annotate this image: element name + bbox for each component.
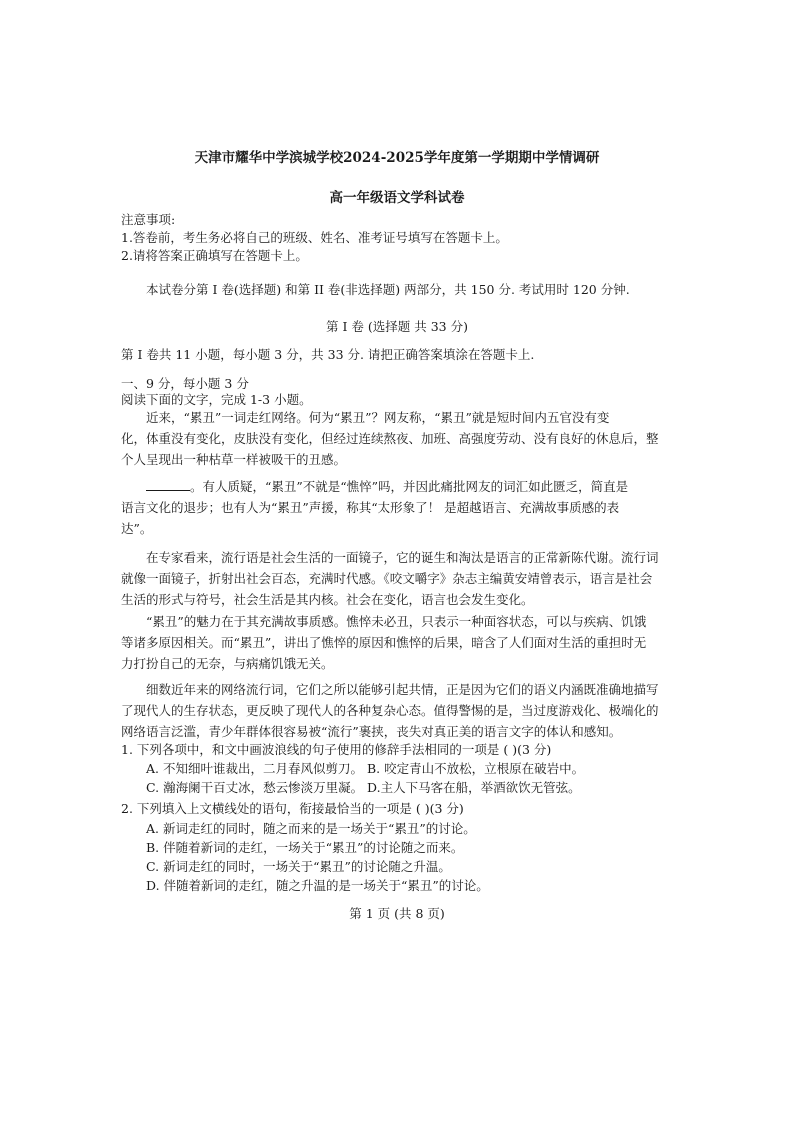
passage-line: 生活的形式与符号，社会生活是其内核。社会在变化，语言也会发生变化。	[121, 592, 534, 607]
reading-instruction: 阅读下面的文字，完成 1-3 小题。	[121, 392, 312, 407]
question-option: C. 新词走红的同时，一场关于“累丑”的讨论随之升温。	[146, 859, 451, 874]
passage-line: 等诸多原因相关。而“累丑”，讲出了憔悴的原因和憔悴的后果，暗含了人们面对生活的重担时无	[121, 635, 647, 650]
exam-subtitle: 高一年级语文学科试卷	[329, 190, 465, 206]
passage-line: 个人呈现出一种枯草一样被吸干的丑感。	[121, 452, 347, 467]
question-stem: 1. 下列各项中，和文中画波浪线的句子使用的修辞手法相同的一项是 ( )(3 分)	[121, 742, 552, 757]
passage-line: 化，体重没有变化，皮肤没有变化，但经过连续熬夜、加班、高强度劳动、没有良好的休息后，整	[121, 431, 659, 446]
passage-line: 细数近年来的网络流行词，它们之所以能够引起共情，正是因为它们的语义内涵既准确地描写	[146, 682, 659, 697]
question-stem: 2. 下列填入上文横线处的语句，衔接最恰当的一项是 ( )(3 分)	[121, 801, 464, 816]
exam-title: 天津市耀华中学滨城学校2024-2025学年度第一学期期中学情调研	[194, 150, 600, 166]
passage-line: 语言文化的退步；也有人为“累丑”声援，称其“太形象了！ 是超越语言、充满故事质感的表	[121, 500, 620, 515]
passage-line: 网络语言泛滥，青少年群体很容易被“流行”裹挟，丧失对真正美的语言文字的体认和感知。	[121, 724, 622, 739]
exam-intro: 本试卷分第 I 卷(选择题) 和第 II 卷(非选择题) 两部分，共 150 分. 考试用时 120 分钟.	[146, 282, 630, 297]
section-title: 第 I 卷 (选择题 共 33 分)	[326, 319, 468, 334]
question-option: A. 新词走红的同时，随之而来的是一场关于“累丑”的讨论。	[146, 821, 476, 836]
answer-blank	[146, 478, 190, 491]
page-number: 第 1 页 (共 8 页)	[349, 906, 445, 921]
notice-item: 2.请将答案正确填写在答题卡上。	[121, 248, 308, 263]
passage-line: 就像一面镜子，折射出社会百态，充满时代感。《咬文嚼字》杂志主编黄安靖曾表示，语言是社会	[121, 571, 653, 586]
passage-line: 。有人质疑，“累丑”不就是“憔悴”吗，并因此痛批网友的词汇如此匮乏，简直是	[146, 478, 628, 496]
passage-line: 近来，“累丑”一词走红网络。何为“累丑”？网友称，“累丑”就是短时间内五官没有变	[146, 410, 610, 425]
passage-line: 力打扮自己的无奈，与病痛饥饿无关。	[121, 656, 334, 671]
passage-line: “累丑”的魅力在于其充满故事质感。憔悴未必丑，只表示一种面容状态，可以与疾病、饥饿	[146, 614, 647, 629]
passage-line: 了现代人的生存状态，更反映了现代人的各种复杂心态。值得警惕的是，当过度游戏化、极端化的	[121, 703, 659, 718]
passage-line: 达”。	[121, 521, 153, 536]
question-option: D. 伴随着新词的走红，随之升温的是一场关于“累丑”的讨论。	[146, 878, 489, 893]
notice-heading: 注意事项:	[121, 212, 176, 227]
section-description: 第 I 卷共 11 小题，每小题 3 分，共 33 分. 请把正确答案填涂在答题卡上.	[121, 347, 535, 362]
question-options: A. 不知细叶谁裁出，二月春风似剪刀。 B. 咬定青山不放松，立根原在破岩中。	[146, 761, 585, 776]
part-heading: 一、9 分，每小题 3 分	[121, 376, 249, 391]
question-options: C. 瀚海阑干百丈冰，愁云惨淡万里凝。 D.主人下马客在船，举酒欲饮无管弦。	[146, 780, 581, 795]
question-option: B. 伴随着新词的走红，一场关于“累丑”的讨论随之而来。	[146, 840, 464, 855]
notice-item: 1.答卷前，考生务必将自己的班级、姓名、准考证号填写在答题卡上。	[121, 230, 508, 245]
passage-line: 在专家看来，流行语是社会生活的一面镜子，它的诞生和淘汰是语言的正常新陈代谢。流行词	[146, 550, 659, 565]
